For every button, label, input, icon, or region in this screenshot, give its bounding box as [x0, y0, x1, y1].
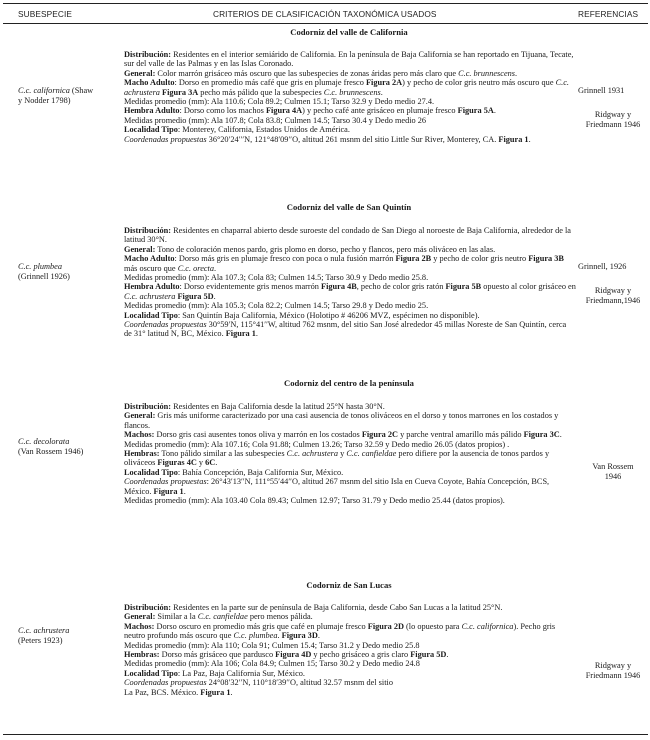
reference-1: Van Rossem 1946 — [592, 462, 634, 481]
header-criterios: CRITERIOS DE CLASIFICACIÓN TAXONÓMICA USADOS — [213, 9, 437, 19]
subspecies-cell: C.c. decolorata (Van Rossem 1946) — [18, 437, 84, 456]
criteria-block: Distribución: Residentes en chaparral abierto desde suroeste del condado de San Diego al noroeste de Baja California, alrededor de la latitud 30°N. General: Tono de coloración menos pardo, gris plomo en dorso, pecho y flancos, pero más oliváceo en las alas. Macho Adulto: Dorso más gris en plumaje fresco con poca o nula fusión marrón Figura 2B y pecho de color gris neutro Figura 3B más oscuro que C.c. orecta. Medidas promedio (mm): Ala 107.3; Cola 83; Culmen 14.5; Tarso 30.9 y Dedo medio 25.8. Hembra Adulto: Dorso evidentemente gris menos marrón Figura 4B, pecho de color gris ratón Figura 5B opuesto al color grisáceo en C.c. achrustera Figura 5D. Medidas promedio (mm): Ala 105.3; Cola 82.2; Culmen 14.5; Tarso 29.8 y Dedo medio 25. Localidad Tipo: San Quintín Baja California, México (Holotipo # 46206 MVZ, espécimen no disponible). Coordenadas propuestas 30°59′N, 115°41′′W, altitud 762 msnm, del sitio San José alrededor 45 millas Noreste de San Quintín, cerca de 31° latitud N, BC, México. Figura 1. — [124, 226, 576, 339]
section-title: Codorniz de San Lucas — [306, 580, 392, 590]
reference-2: Ridgway y Friedmann 1946 — [585, 110, 641, 129]
criteria-block: Distribución: Residentes en el interior semiárido de California. En la península de Baja California se han reportado en Tijuana, Tecate, sur del valle de las Palmas y en las Islas Coronado. General: Color marrón grisáceo más oscuro que las subespecies de zonas áridas pero más claro que C.c. brunnescens. Macho Adulto: Dorso en promedio más café que gris en plumaje fresco Figura 2A) y pecho de color gris neutro más oscuro que C.c. achrustera Figura 3A pecho más pálido que la subespecies C.c. brunnescens. Medidas promedio (mm): Ala 110.6; Cola 89.2; Culmen 15.1; Tarso 32.9 y Dedo medio 27.4. Hembra Adulto: Dorso como los machos Figura 4A) y pecho café ante grisáceo en plumaje fresco Figura 5A. Medidas promedio (mm): Ala 107.8; Cola 83.8; Culmen 14.5; Tarso 30.4 y Dedo medio 26 Localidad Tipo: Monterey, California, Estados Unidos de América. Coordenadas propuestas 36°20′24′′′N, 121°48′09′′O, altitud 261 msnm del sitio Little Sur River, Monterey, CA. Figura 1. — [124, 50, 574, 144]
reference-1: Ridgway y Friedmann 1946 — [585, 661, 641, 680]
header-referencias: REFERENCIAS — [578, 9, 639, 19]
section-title: Codorniz del centro de la península — [284, 378, 414, 388]
section-title: Codorniz del valle de San Quintín — [286, 202, 412, 212]
criteria-block: Distribución: Residentes en la parte sur de península de Baja California, desde Cabo San Lucas a la latitud 25°N. General: Similar a la C.c. canfieldae pero menos pálida. Machos: Dorso oscuro en promedio más gris que café en plumaje fresco Figura 2D (lo opuesto para C.c. californica). Pecho gris neutro profundo más oscuro que C.c. plumbea. Figura 3D. Medidas promedio (mm): Ala 110; Cola 91; Culmen 15.4; Tarso 31.2 y Dedo medio 25.8 Hembras: Dorso más grisáceo que pardusco Figura 4D y pecho grisáceo a gris claro Figura 5D. Medidas promedio (mm): Ala 106; Cola 84.9; Culmen 15; Tarso 30.2 y Dedo medio 24.8 Localidad Tipo: La Paz, Baja California Sur, México. Coordenadas propuestas 24°08′32′′N, 110°18′39′′O, altitud 32.57 msnm del sitio La Paz, BCS. México. Figura 1. — [124, 603, 556, 697]
reference-2: Ridgway y Friedmann,1946 — [585, 286, 641, 305]
criteria-block: Distribución: Residentes en Baja California desde la latitud 25°N hasta 30°N. General: Gris más uniforme caracterizado por una casi ausencia de tonos oliváceos en el dorso y tonos marrones en los costados y flancos. Machos: Dorso gris casi ausentes tonos oliva y marrón en los costados Figura 2C y parche ventral amarillo más pálido Figura 3C. Medidas promedio (mm): Ala 107.16; Cola 91.88; Culmen 13.26; Tarso 32.59 y Dedo medio 26.05 (datos propios) . Hembras: Tono pálido similar a las subespecies C.c. achrustera y C.c. canfieldae pero difiere por la ausencia de tonos pardos y oliváceos Figuras 4C y 6C. Localidad Tipo: Bahía Concepción, Baja California Sur, México. Coordenadas propuestas: 26°43′13′′N, 111°55′44′′O, altitud 267 msnm del sitio Isla en Cueva Coyote, Bahía Concepción, BCS, México. Figura 1. Medidas promedio (mm): Ala 103.40 Cola 89.43; Culmen 12.97; Tarso 31.79 y Dedo medio 25.44 (datos propios). — [124, 402, 562, 506]
subspecies-cell: C.c. plumbea (Grinnell 1926) — [18, 262, 70, 281]
section-title: Codorniz del valle de California — [290, 27, 408, 37]
reference-1: Grinnell 1931 — [578, 86, 625, 95]
header-subespecie: SUBESPECIE — [18, 9, 73, 19]
reference-1: Grinnell, 1926 — [578, 262, 627, 271]
subspecies-cell: C.c. achrustera (Peters 1923) — [18, 626, 70, 645]
subspecies-cell: C.c. californica (Shaw y Nodder 1798) — [18, 86, 94, 105]
